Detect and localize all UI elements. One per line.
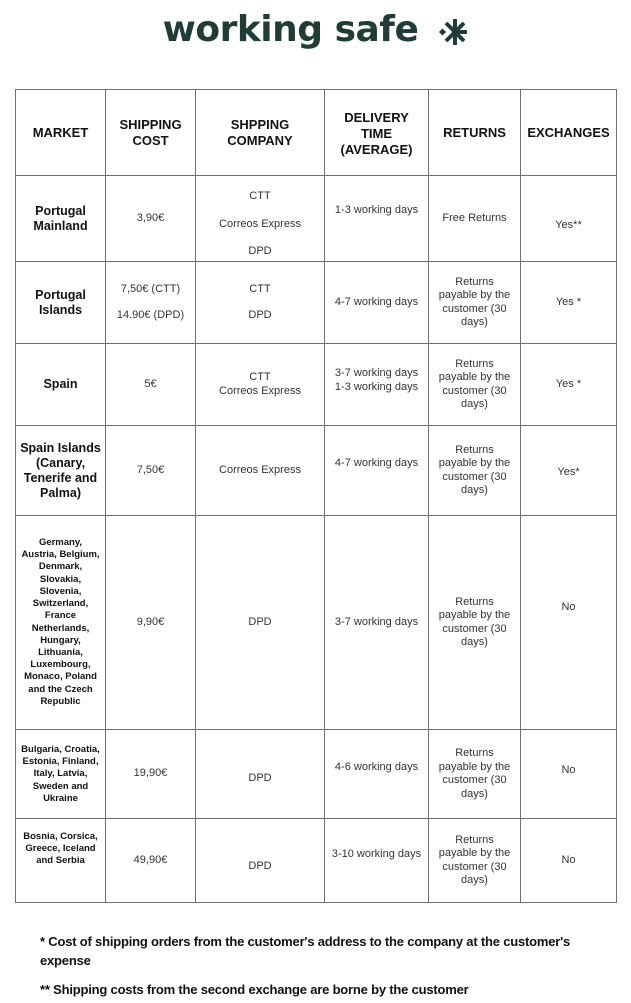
table-row [16, 516, 617, 730]
header-market-line: MARKET [32, 124, 89, 140]
delivery-cell [325, 344, 429, 426]
header-shipping-cost [106, 90, 196, 176]
header-company-line: SHPPING [230, 116, 290, 132]
cost-cell: 7,50€ [106, 426, 196, 516]
returns-cell: Returns payable by the customer (30 days) [429, 344, 521, 426]
table-row [16, 344, 617, 426]
company-name: Correos Express [219, 384, 301, 397]
market-cell: Bulgaria, Croatia, Estonia, Finland, Italy, Latvia, Sweden and Ukraine [16, 730, 106, 819]
market-cell: Germany, Austria, Belgium, Denmark, Slovakia, Slovenia, Switzerland, France Netherlands, Hungary, Lithuania, Luxembourg, Monaco, Poland and the Czech Republic [16, 516, 106, 730]
company-name: Correos Express [219, 217, 301, 230]
shipping-table [15, 89, 617, 903]
delivery-cell: 3-10 working days [325, 819, 429, 903]
header-delivery-line: DELIVERY [344, 110, 409, 125]
exchanges-cell: No [521, 516, 617, 730]
company-cell: DPD [196, 730, 325, 819]
cost-cell: 49,90€ [106, 819, 196, 903]
exchanges-cell: Yes** [521, 176, 617, 262]
delivery-cell: 1-3 working days [325, 176, 429, 262]
cost-cell [106, 262, 196, 344]
company-name: DPD [248, 309, 272, 321]
cost-value: 7,50€ (CTT) [120, 282, 181, 295]
delivery-cell: 4-6 working days [325, 730, 429, 819]
company-name: CTT [249, 282, 271, 295]
table-row [16, 819, 617, 903]
footnote-single-asterisk: * Cost of shipping orders from the customer's address to the company at the customer's expense [40, 934, 571, 968]
header-cost-line: SHIPPING [119, 116, 182, 132]
returns-cell: Returns payable by the customer (30 days) [429, 516, 521, 730]
header-exchanges [521, 90, 617, 176]
returns-cell: Returns payable by the customer (30 days) [429, 426, 521, 516]
table-row [16, 176, 617, 262]
brand-logo [0, 8, 631, 52]
footnote-double-asterisk: ** Shipping costs from the second exchange are borne by the customer [40, 982, 469, 997]
delivery-value: 1-3 working days [334, 380, 419, 393]
footnotes [40, 932, 610, 999]
market-cell: Spain [16, 344, 106, 426]
market-cell: Portugal Islands [16, 262, 106, 344]
table-header-row [16, 90, 617, 176]
table-row [16, 262, 617, 344]
market-cell: Bosnia, Corsica, Greece, Iceland and Serbia [16, 819, 106, 903]
returns-cell: Free Returns [429, 176, 521, 262]
header-delivery-time [325, 90, 429, 176]
header-cost-line: COST [132, 132, 169, 148]
cost-cell: 19,90€ [106, 730, 196, 819]
returns-cell: Returns payable by the customer (30 days) [429, 262, 521, 344]
company-name: CTT [249, 190, 271, 203]
company-name: DPD [248, 245, 272, 258]
cost-cell: 5€ [106, 344, 196, 426]
header-returns [429, 90, 521, 176]
exchanges-cell: Yes* [521, 426, 617, 516]
cost-cell: 9,90€ [106, 516, 196, 730]
market-cell: Spain Islands (Canary, Tenerife and Palma) [16, 426, 106, 516]
brand-name: working safe [162, 9, 419, 50]
exchanges-cell: Yes * [521, 262, 617, 344]
company-cell [196, 176, 325, 262]
table-row [16, 730, 617, 819]
exchanges-cell: No [521, 819, 617, 903]
delivery-cell: 4-7 working days [325, 262, 429, 344]
company-cell [196, 262, 325, 344]
returns-cell: Returns payable by the customer (30 days) [429, 730, 521, 819]
delivery-value: 3-7 working days [334, 367, 419, 379]
cost-cell: 3,90€ [106, 176, 196, 262]
exchanges-cell: Yes * [521, 344, 617, 426]
company-cell [196, 344, 325, 426]
header-delivery-line: TIME [360, 126, 393, 141]
table-row [16, 426, 617, 516]
company-cell: DPD [196, 819, 325, 903]
company-cell: Correos Express [196, 426, 325, 516]
header-returns-line: RETURNS [443, 124, 506, 140]
delivery-cell: 3-7 working days [325, 516, 429, 730]
returns-cell: Returns payable by the customer (30 days) [429, 819, 521, 903]
company-name: CTT [249, 371, 271, 383]
cost-value: 14.90€ (DPD) [116, 309, 185, 321]
header-company-line: COMPANY [227, 132, 293, 148]
header-delivery-line: (AVERAGE) [340, 142, 413, 157]
market-cell: Portugal Mainland [16, 176, 106, 262]
exchanges-cell: No [521, 730, 617, 819]
delivery-cell: 4-7 working days [325, 426, 429, 516]
company-cell: DPD [196, 516, 325, 730]
header-market [16, 90, 106, 176]
header-shipping-company [196, 90, 325, 176]
header-exchanges-line: EXCHANGES [527, 124, 610, 140]
asterisk-icon [438, 17, 468, 47]
